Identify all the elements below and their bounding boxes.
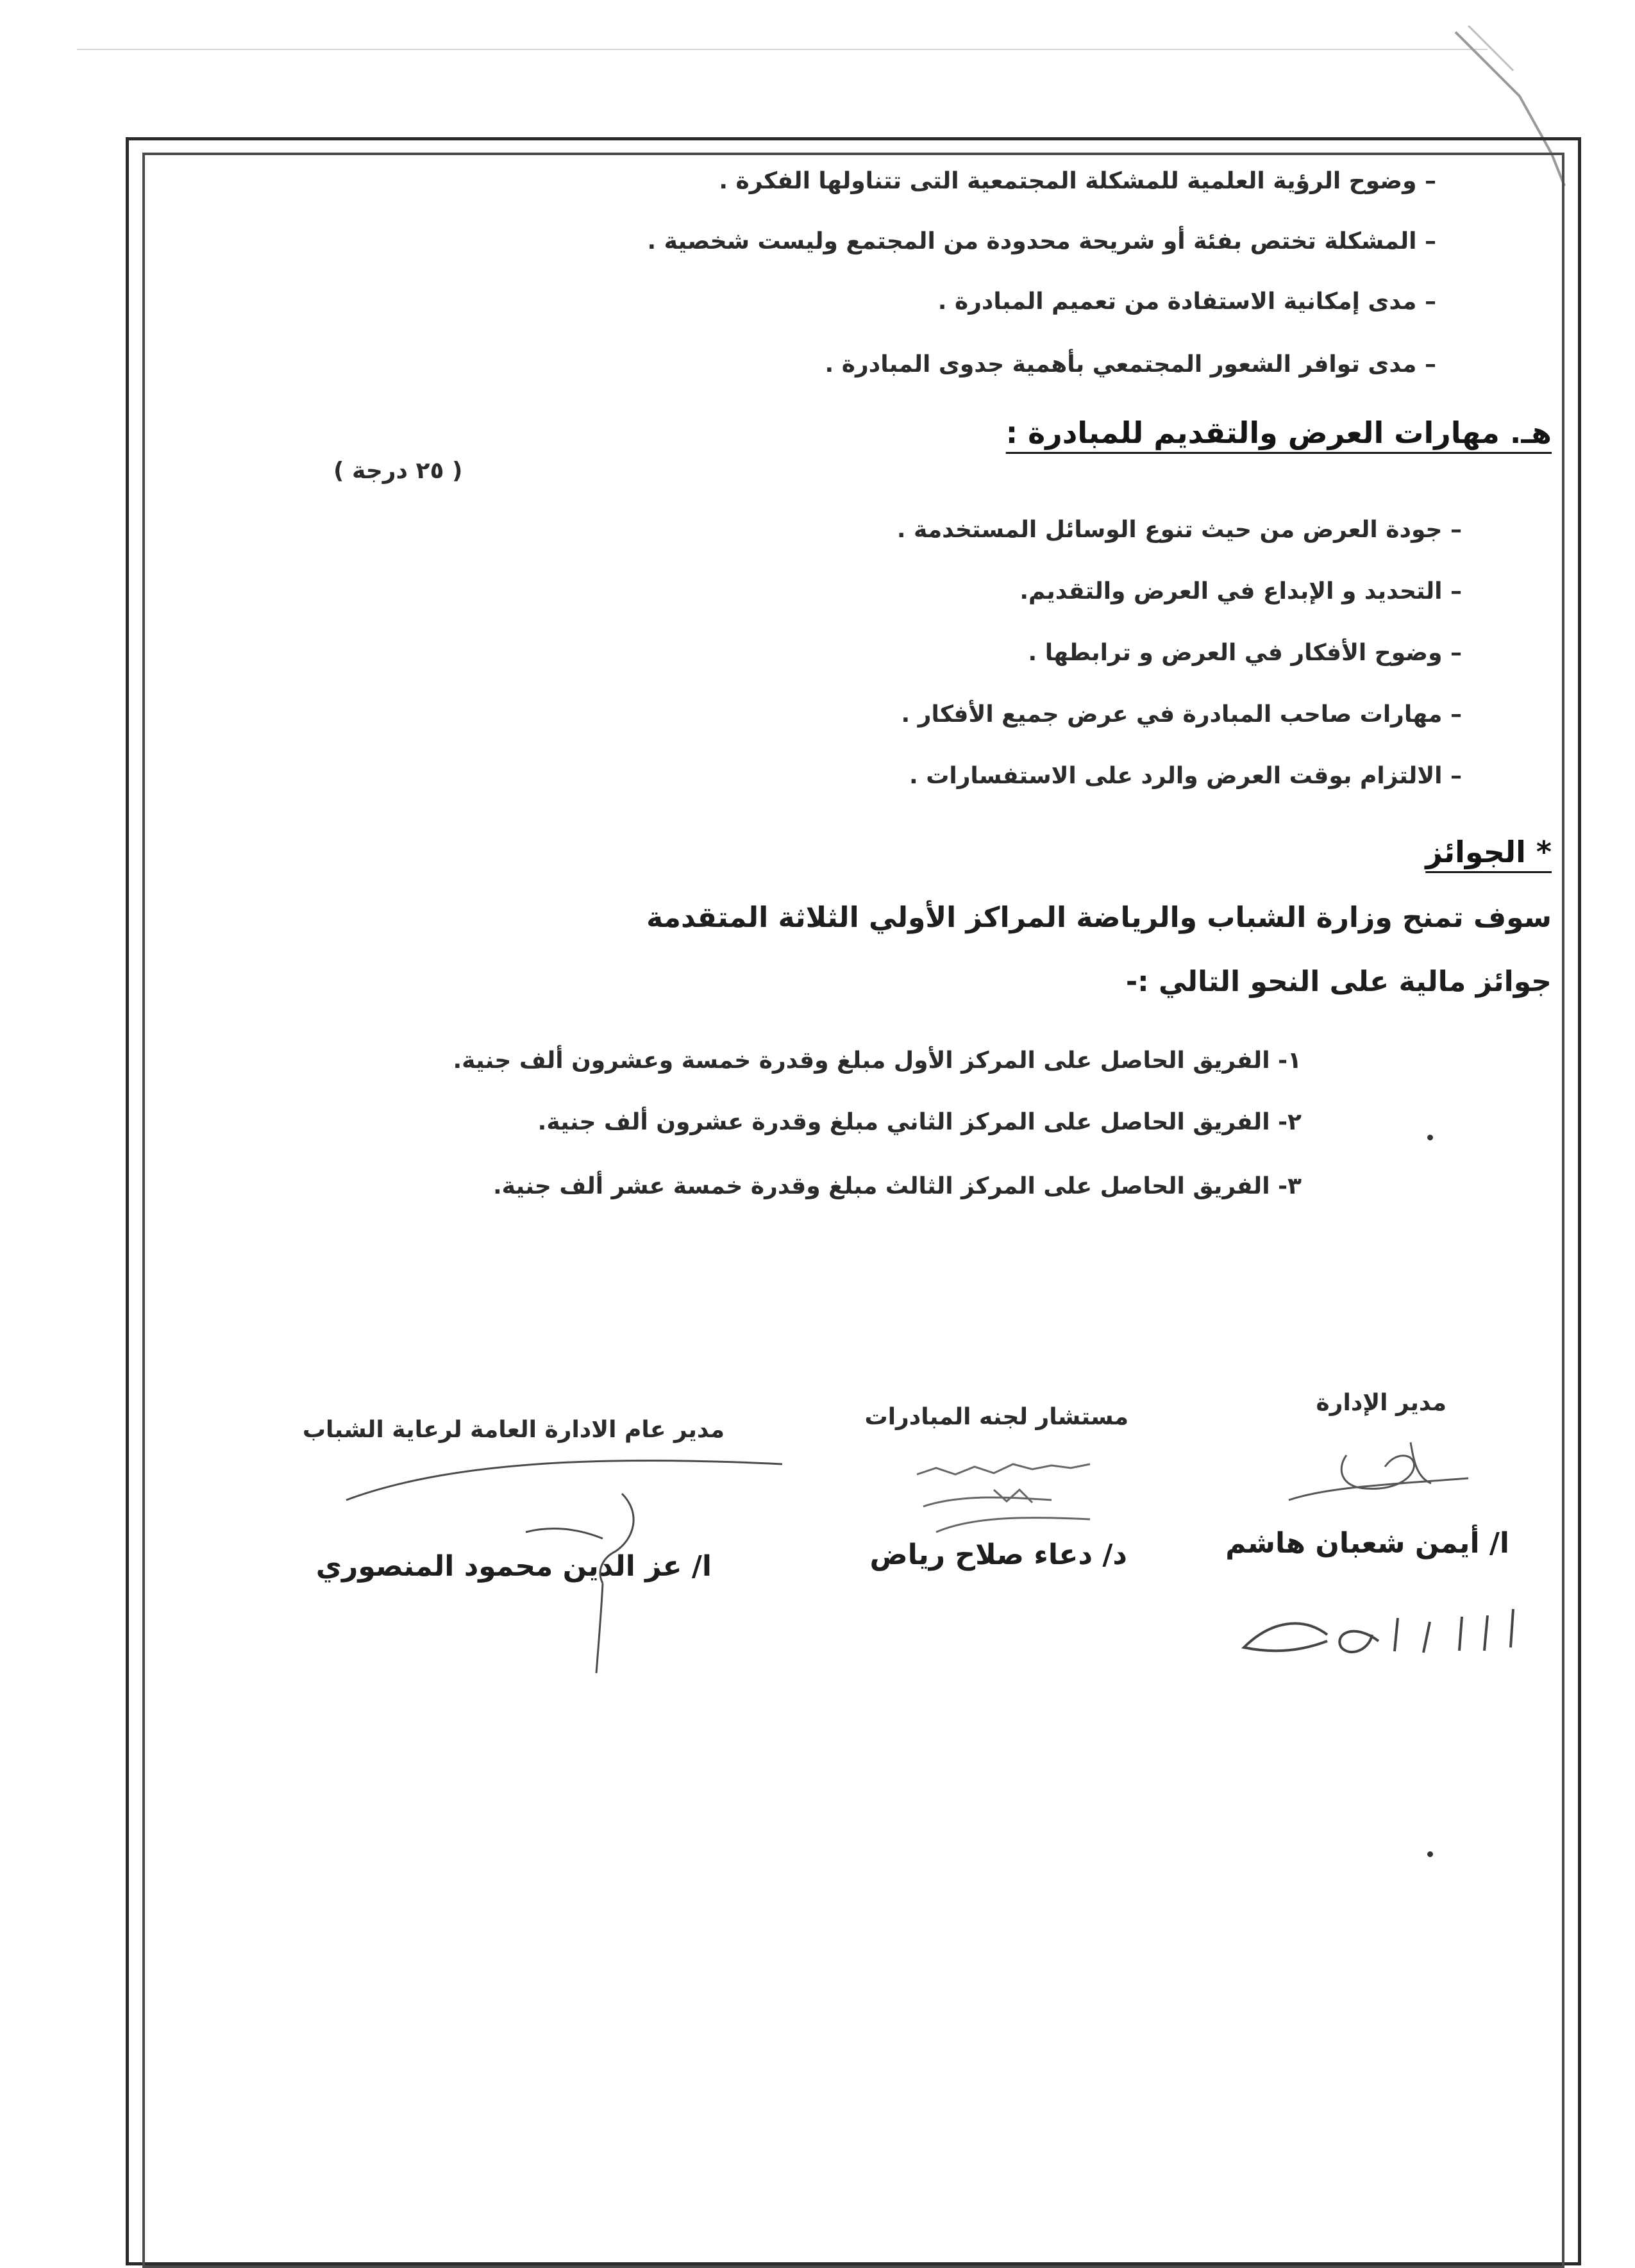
prize-item: ١- الفريق الحاصل على المركز الأول مبلغ وقدرة خمسة وعشرون ألف جنية. <box>453 1047 1302 1074</box>
criterion-item: – جودة العرض من حيث تنوع الوسائل المستخدمة . <box>896 517 1462 543</box>
criterion-item: – مهارات صاحب المبادرة في عرض جميع الأفكار . <box>901 701 1462 728</box>
prizes-intro-line: سوف تمنح وزارة الشباب والرياضة المراكز الأولي الثلاثة المتقدمة <box>646 901 1552 934</box>
criterion-item: – مدى إمكانية الاستفادة من تعميم المبادرة . <box>937 288 1436 315</box>
signature-advisor <box>898 1436 1128 1551</box>
stray-dot <box>1427 1135 1433 1140</box>
signatory-name: ا/ أيمن شعبان هاشم <box>1225 1527 1509 1560</box>
handwritten-date-right <box>1231 1596 1526 1667</box>
prizes-heading: * الجوائز <box>1425 835 1552 869</box>
scan-edge-line <box>77 49 1488 50</box>
prize-item: ٢- الفريق الحاصل على المركز الثاني مبلغ وقدرة عشرون ألف جنية. <box>537 1109 1302 1135</box>
signatory-role: مدير الإدارة <box>1316 1390 1446 1416</box>
criterion-item: – وضوح الأفكار في العرض و ترابطها . <box>1028 640 1462 666</box>
prize-item: ٣- الفريق الحاصل على المركز الثالث مبلغ وقدرة خمسة عشر ألف جنية. <box>492 1173 1302 1199</box>
signatory-role: مستشار لجنه المبادرات <box>864 1404 1128 1430</box>
signatory-role: مدير عام الادارة العامة لرعاية الشباب <box>302 1417 725 1443</box>
criterion-item: – مدى توافر الشعور المجتمعي بأهمية جدوى المبادرة . <box>825 351 1436 378</box>
stray-dot <box>1427 1851 1433 1857</box>
criterion-item: – المشكلة تختص بفئة أو شريحة محدودة من المجتمع وليست شخصية . <box>647 228 1436 254</box>
criterion-item: – وضوح الرؤية العلمية للمشكلة المجتمعية التى تتناولها الفكرة . <box>719 168 1436 194</box>
section-heading: هـ. مهارات العرض والتقديم للمبادرة : <box>1005 415 1552 450</box>
signatory-name: ا/ عز الدين محمود المنصوري <box>315 1550 712 1583</box>
criterion-item: – الالتزام بوقت العرض والرد على الاستفسارات . <box>909 763 1462 789</box>
prizes-intro-line: جوائز مالية على النحو التالي :- <box>1125 965 1552 998</box>
section-score: ( ٢٥ درجة ) <box>333 458 463 484</box>
signatory-name: د/ دعاء صلاح رياض <box>869 1538 1127 1571</box>
signature-director <box>1282 1417 1475 1519</box>
criterion-item: – التحديد و الإبداع في العرض والتقديم. <box>1019 578 1462 605</box>
signature-general-manager <box>333 1449 821 1680</box>
